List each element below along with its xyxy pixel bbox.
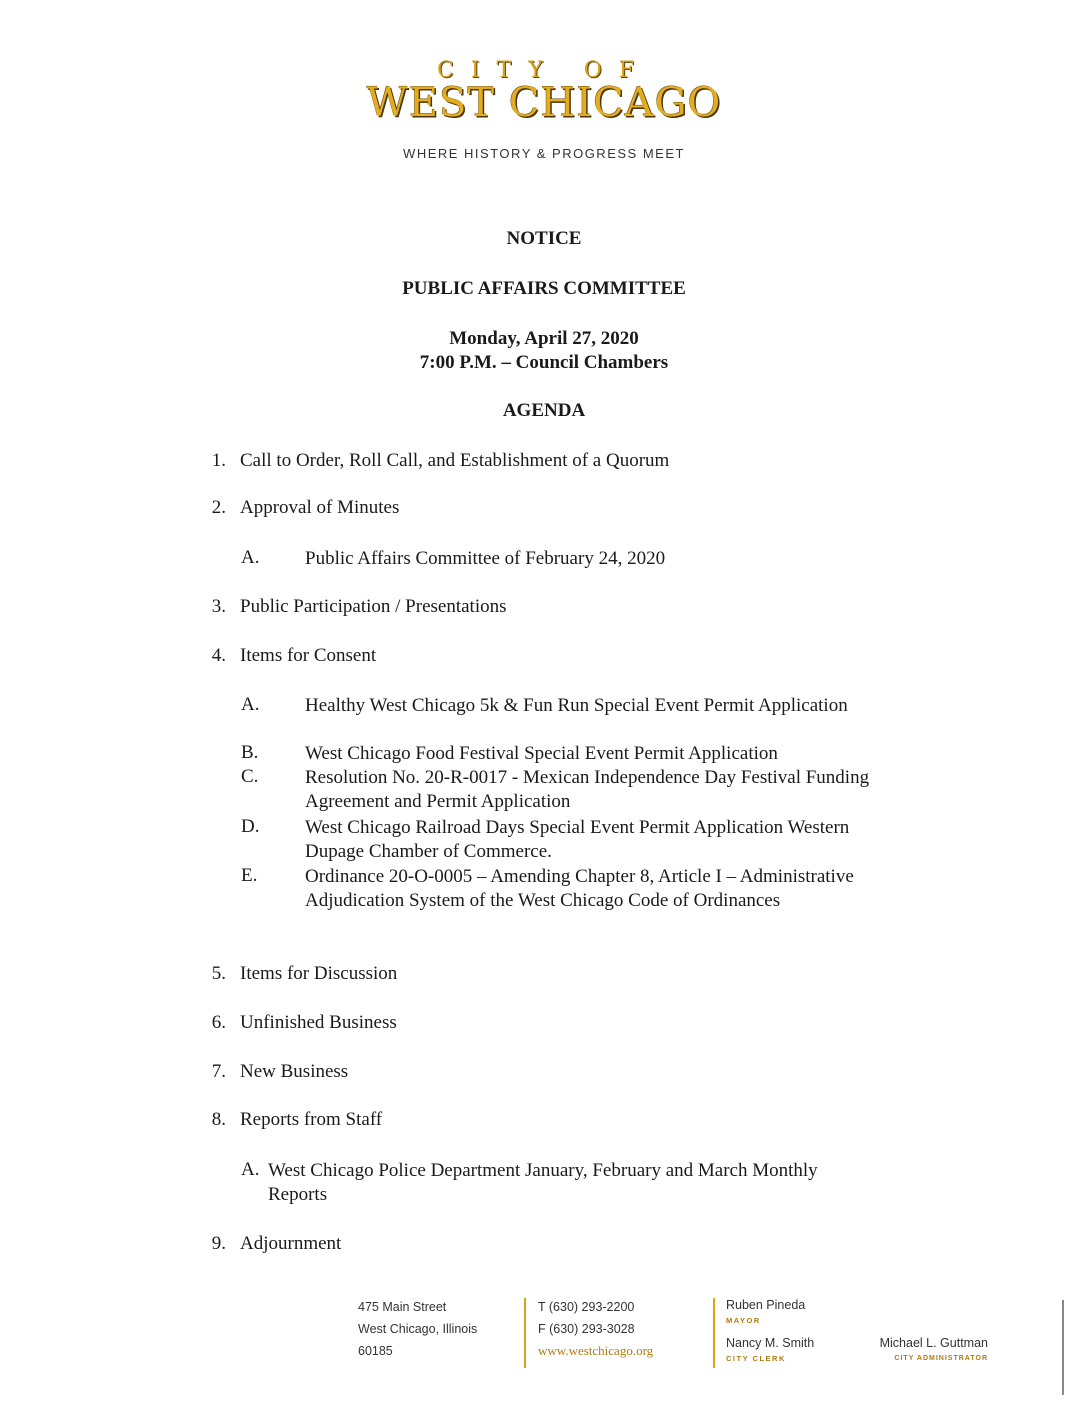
scan-edge-mark xyxy=(1062,1300,1064,1395)
sub-item-minutes-feb-24: Public Affairs Committee of February 24, 2020 xyxy=(305,548,666,569)
admin-name: Michael L. Guttman xyxy=(879,1336,988,1350)
notice-heading: NOTICE xyxy=(506,228,582,249)
agenda-heading: AGENDA xyxy=(502,400,586,421)
mayor-title: MAYOR xyxy=(726,1316,761,1325)
footer-contact xyxy=(538,1296,653,1362)
agenda-number: 7. xyxy=(211,1061,226,1082)
footer-phone: T (630) 293-2200 xyxy=(538,1300,635,1314)
agenda-item-items-for-consent: Items for Consent xyxy=(240,645,377,666)
footer-city: West Chicago, Illinois xyxy=(358,1322,478,1336)
agenda-item-reports-from-staff: Reports from Staff xyxy=(240,1109,383,1130)
logo-west-chicago: WEST CHICAGO xyxy=(366,80,722,126)
sub-item-letter: C. xyxy=(241,766,259,787)
agenda-item-public-participation: Public Participation / Presentations xyxy=(240,596,507,617)
footer-divider xyxy=(713,1298,715,1368)
sub-item-food-festival: West Chicago Food Festival Special Event Permit Application xyxy=(305,743,778,764)
footer-clerk xyxy=(726,1336,814,1366)
agenda-number: 2. xyxy=(211,497,226,518)
agenda-number: 8. xyxy=(211,1109,226,1130)
clerk-title: CITY CLERK xyxy=(726,1354,786,1363)
meeting-date: Monday, April 27, 2020 xyxy=(449,328,639,349)
footer-administrator xyxy=(874,1336,988,1366)
agenda-item-new-business: New Business xyxy=(240,1061,349,1082)
footer-website-link[interactable]: www.westchicago.org xyxy=(538,1343,654,1358)
sub-item-letter: E. xyxy=(241,865,258,886)
agenda-number: 1. xyxy=(211,450,226,471)
sub-item-police-reports: West Chicago Police Department January, February and March Monthly Reports xyxy=(268,1160,818,1205)
agenda-item-adjournment: Adjournment xyxy=(240,1233,342,1254)
meeting-time-place: 7:00 P.M. – Council Chambers xyxy=(419,352,669,373)
agenda-item-approval-of-minutes: Approval of Minutes xyxy=(240,497,400,518)
logo-tagline: WHERE HISTORY & PROGRESS MEET xyxy=(403,146,685,161)
agenda-number: 3. xyxy=(211,596,226,617)
footer-address xyxy=(358,1296,477,1362)
footer-fax: F (630) 293-3028 xyxy=(538,1322,635,1336)
sub-item-healthy-5k: Healthy West Chicago 5k & Fun Run Special Event Permit Application xyxy=(305,695,848,716)
footer-zip: 60185 xyxy=(358,1344,393,1358)
logo-city-of: CITY OF xyxy=(436,58,651,83)
sub-item-railroad-days: West Chicago Railroad Days Special Event Permit Application Western Dupage Chamber of Commerce. xyxy=(305,817,850,862)
sub-item-ordinance: Ordinance 20-O-0005 – Amending Chapter 8, Article I – Administrative Adjudication System of the West Chicago Code of Ordinances xyxy=(305,866,854,911)
sub-item-letter: B. xyxy=(241,742,259,763)
committee-heading: PUBLIC AFFAIRS COMMITTEE xyxy=(402,278,686,299)
agenda-number: 9. xyxy=(211,1233,226,1254)
agenda-item-call-to-order: Call to Order, Roll Call, and Establishment of a Quorum xyxy=(240,450,670,471)
sub-item-letter: A. xyxy=(241,1159,260,1180)
footer-divider xyxy=(524,1298,526,1368)
agenda-number: 5. xyxy=(211,963,226,984)
mayor-name: Ruben Pineda xyxy=(726,1298,806,1312)
sub-item-mexican-independence: Resolution No. 20-R-0017 - Mexican Independence Day Festival Funding Agreement and Permit Application xyxy=(305,767,870,812)
sub-item-letter: A. xyxy=(241,547,260,568)
agenda-item-items-for-discussion: Items for Discussion xyxy=(240,963,398,984)
footer-street: 475 Main Street xyxy=(358,1300,447,1314)
agenda-number: 6. xyxy=(211,1012,226,1033)
agenda-number: 4. xyxy=(211,645,226,666)
sub-item-letter: A. xyxy=(241,694,260,715)
clerk-name: Nancy M. Smith xyxy=(726,1336,815,1350)
admin-title: CITY ADMINISTRATOR xyxy=(894,1355,988,1362)
footer-mayor xyxy=(726,1298,805,1328)
sub-item-letter: D. xyxy=(241,816,260,837)
agenda-item-unfinished-business: Unfinished Business xyxy=(240,1012,397,1033)
